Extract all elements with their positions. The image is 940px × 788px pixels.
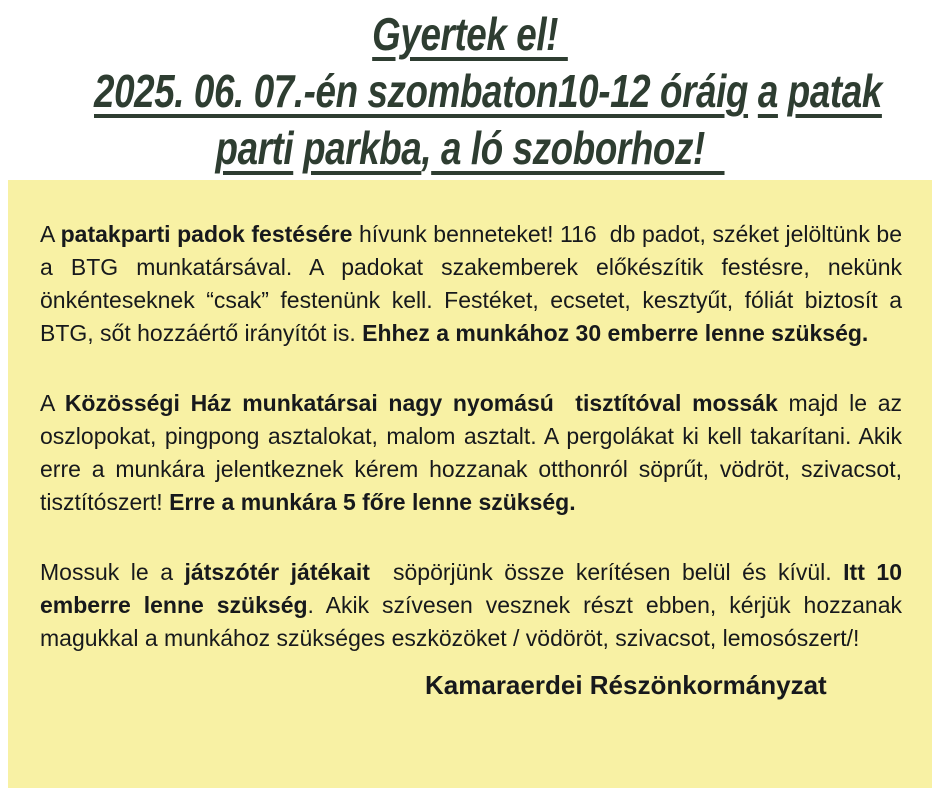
- text-segment: Gyertek el!: [372, 8, 568, 60]
- text-segment: a: [757, 65, 778, 117]
- text-segment: Közösségi Ház munkatársai nagy nyomású tisztítóval mossák: [64, 390, 778, 416]
- paragraph-bench-painting: [40, 218, 902, 350]
- headline-line-1: [94, 6, 846, 63]
- flyer-headline: [0, 0, 940, 177]
- text-segment: A: [40, 390, 65, 416]
- text-segment: Ehhez a munkához 30 emberre lenne szükség.: [362, 320, 869, 346]
- text-segment: [293, 122, 303, 174]
- text-segment: parti: [215, 122, 294, 174]
- paragraph-pressure-washing: [40, 387, 902, 519]
- text-segment: hívunk benneteket! 116 db padot, széket jelöltünk be a BTG munkatársával. A padokat szakemberek előkészítik festésre, nekünk önkénteseknek “csak” festenünk kell. Festéket, ecsetet, kesztyűt, fóliát biztosít a BTG, sőt hozzáértő irányítót is.: [40, 221, 902, 346]
- text-segment: A: [40, 221, 61, 247]
- text-segment: patakparti padok festésére: [60, 221, 353, 247]
- text-segment: a ló szoborhoz!: [431, 122, 725, 174]
- text-segment: [778, 65, 788, 117]
- headline-line-2: [94, 63, 882, 120]
- text-segment: patak: [787, 65, 882, 117]
- text-segment: Mossuk le a: [40, 559, 185, 585]
- headline-line-3: [94, 120, 846, 177]
- text-segment: söpörjünk össze kerítésen belül és kívül.: [369, 559, 844, 585]
- announcement-panel: [8, 180, 932, 788]
- text-segment: parkba: [303, 122, 422, 174]
- paragraph-playground-cleaning: [40, 556, 902, 655]
- text-segment: majd le az oszlopokat, pingpong asztalokat, malom asztalt. A pergolákat ki kell takarítani. Akik erre a munkára jelentkeznek kérem hozzanak otthonról söprűt, vödröt, szivacsot, tisztítószert!: [40, 390, 903, 515]
- text-segment: 2025. 06. 07.-én szombaton10-12 óráig: [94, 65, 749, 117]
- text-segment: ,: [421, 122, 432, 174]
- text-segment: Itt 10 emberre lenne szükség: [40, 559, 902, 618]
- text-segment: Erre a munkára 5 főre lenne szükség.: [169, 489, 576, 515]
- text-segment: [748, 65, 758, 117]
- text-segment: . Akik szívesen vesznek részt ebben, kérjük hozzanak magukkal a munkához szükséges eszközöket / vödöröt, szivacsot, lemosószert/!: [40, 592, 902, 651]
- text-segment: játszótér játékait: [184, 559, 370, 585]
- signature-line: Kamaraerdei Részönkormányzat: [425, 670, 827, 700]
